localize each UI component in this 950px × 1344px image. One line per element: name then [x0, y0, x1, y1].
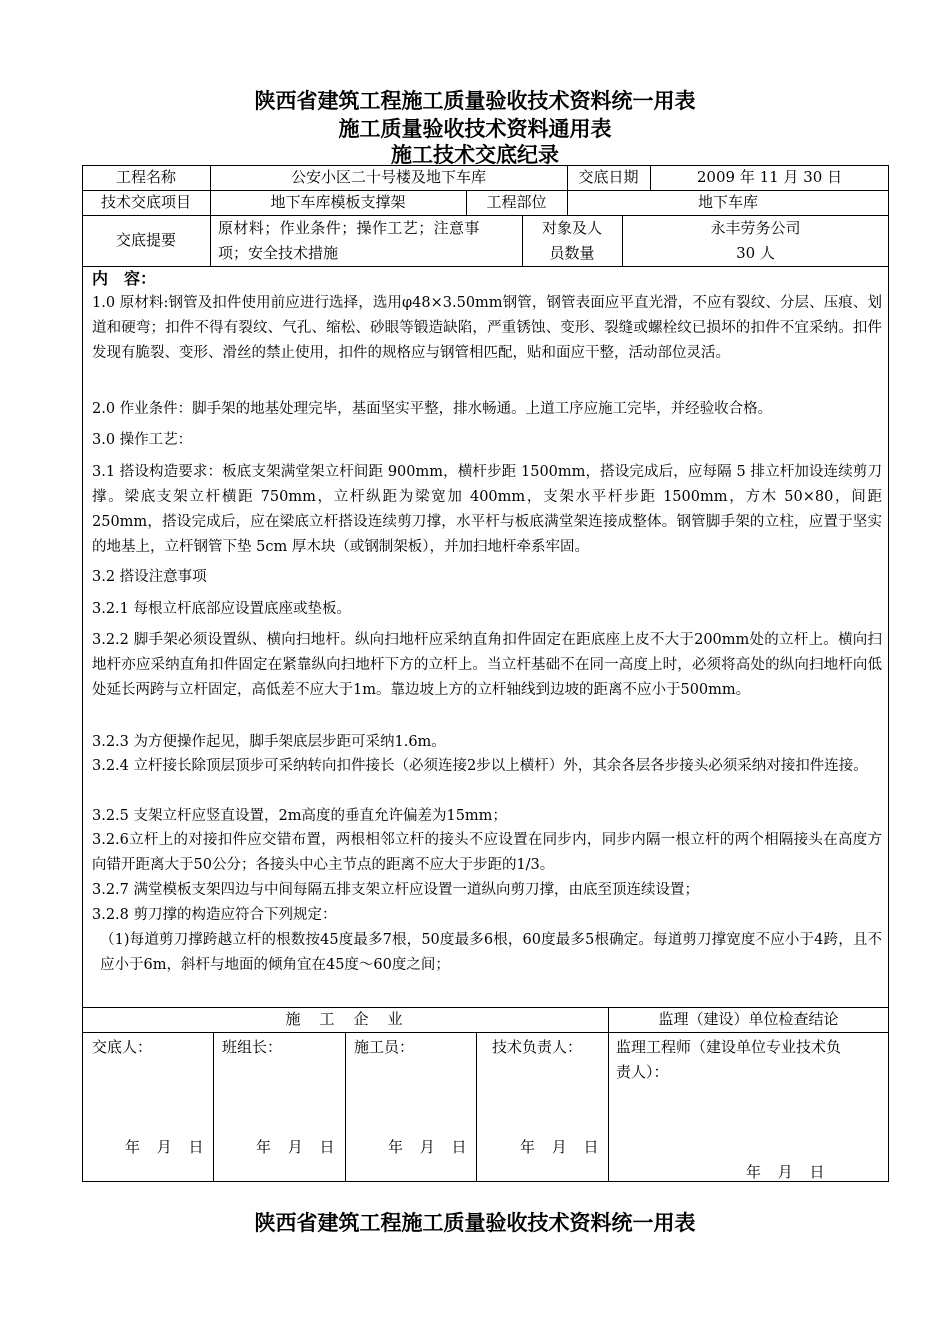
row-divider — [82, 215, 889, 216]
column-divider — [608, 1007, 609, 1182]
content-paragraph: 3.0 操作工艺： — [92, 432, 193, 448]
item-label: 技术交底项目 — [100, 193, 191, 211]
summary-line-2: 项；安全技术措施 — [218, 244, 339, 262]
supervision-header: 监理（建设）单位检查结论 — [658, 1010, 839, 1028]
constructor-label: 施工员： — [354, 1038, 415, 1056]
document-title: 陕西省建筑工程施工质量验收技术资料统一用表 — [254, 88, 696, 113]
content-paragraph: 3.2.5 支架立杆应竖直设置，2m高度的垂直允许偏差为15mm； — [92, 808, 507, 824]
content-paragraph: 2.0 作业条件：脚手架的地基处理完毕，基面坚实平整，排水畅通。上道工序应施工完毕，并经验收合格。 — [92, 401, 773, 417]
part-value: 地下车库 — [697, 193, 758, 211]
item-value: 地下车库模板支撑架 — [270, 193, 406, 211]
date-label: 交底日期 — [578, 168, 639, 186]
content-paragraph: 3.2 搭设注意事项 — [92, 569, 207, 585]
project-name-value: 公安小区二十号楼及地下车库 — [290, 168, 486, 186]
form-title: 施工技术交底纪录 — [391, 142, 559, 167]
content-paragraph: 3.2.1 每根立杆底部应设置底座或垫板。 — [92, 601, 352, 617]
summary-label: 交底提要 — [115, 231, 176, 249]
supervisor-label-line-1: 监理工程师（建设单位专业技术负 — [616, 1038, 842, 1056]
content-paragraph: 3.2.2 脚手架必须设置纵、横向扫地杆。纵向扫地杆应采纳直角扣件固定在距底座上皮不大于200mm处的立杆上。横向扫地杆亦应采纳直角扣件固定在紧靠纵向扫地杆下方的立杆上。当立杆基础不在同一高度上时，必须将高处的纵向扫地杆向低处延长两跨与立杆固定，高低差不应大于1m。靠边坡上方的立杆轴线到边坡的距离不应小于500mm。 — [92, 632, 882, 698]
summary-line-1: 原材料；作业条件；操作工艺；注意事 — [218, 219, 480, 237]
column-divider — [213, 1032, 214, 1182]
company-header: 施 工 企 业 — [285, 1010, 405, 1028]
sign-date: 年 月 日 — [125, 1138, 210, 1156]
target-company: 永丰劳务公司 — [710, 219, 801, 237]
sign-date: 年 月 日 — [256, 1138, 341, 1156]
content-paragraph: 3.1 搭设构造要求：板底支架满堂架立杆间距 900mm，横杆步距 1500mm，搭设完成后，应每隔 5 排立杆加设连续剪刀撑。梁底支架立杆横距 750mm，立杆纵距为梁宽加 400mm，支架水平杆步距 1500mm，方木 50×80，间距 250mm，搭设完成后，应在梁底立杆搭设连续剪刀撑，水平杆与板底满堂架连接成整体。钢管脚手架的立柱，应置于坚实的地基上，立杆钢管下垫 5cm 厚木块（或钢制架板），并加扫地杆牵系牢固。 — [92, 464, 882, 555]
supervisor-label-line-2: 责人）： — [616, 1063, 669, 1081]
content-paragraph: 1.0 原材料:钢管及扣件使用前应进行选择，选用φ48×3.50mm钢管，钢管表面应平直光滑，不应有裂纹、分层、压痕、划道和硬弯；扣件不得有裂纹、气孔、缩松、砂眼等锻造缺陷，严重锈蚀、变形、裂缝或螺栓纹已损坏的扣件不宜采纳。扣件发现有脆裂、变形、滑丝的禁止使用，扣件的规格应与钢管相匹配，贴和面应干整，活动部位灵活。 — [92, 295, 882, 361]
content-paragraph: （1)每道剪刀撑跨越立杆的根数按45度最多7根，50度最多6根，60度最多5根确定。每道剪刀撑宽度不应小于4跨，且不应小于6m，斜杆与地面的倾角宜在45度～60度之间； — [100, 932, 882, 973]
date-value: 2009 年 11 月 30 日 — [696, 168, 843, 186]
content-paragraph: 3.2.8 剪刀撑的构造应符合下列规定： — [92, 907, 337, 923]
team-leader-label: 班组长： — [222, 1038, 283, 1056]
target-count: 30 人 — [736, 244, 775, 262]
target-label-line-1: 对象及人 — [541, 219, 602, 237]
content-paragraph: 3.2.4 立杆接长除顶层顶步可采纳转向扣件接长（必须连接2步以上横杆）外，其余各层各步接头必须采纳对接扣件连接。 — [92, 758, 868, 774]
sign-date: 年 月 日 — [388, 1138, 473, 1156]
content-paragraph: 3.2.6立杆上的对接扣件应交错布置，两根相邻立杆的接头不应设置在同步内，同步内隔一根立杆的两个相隔接头在高度方向错开距离大于50公分；各接头中心主节点的距离不应大于步距的1/3。 — [92, 832, 882, 873]
project-name-label: 工程名称 — [115, 168, 176, 186]
content-heading: 内 容： — [92, 269, 157, 288]
tech-lead-label: 技术负责人： — [492, 1038, 583, 1056]
content-paragraph: 3.2.7 满堂模板支架四边与中间每隔五排支架立杆应设置一道纵向剪刀撑，由底至顶连续设置； — [92, 882, 699, 898]
next-page-title: 陕西省建筑工程施工质量验收技术资料统一用表 — [254, 1210, 696, 1235]
row-divider — [82, 1032, 889, 1033]
discloser-label: 交底人： — [92, 1038, 153, 1056]
row-divider — [82, 266, 889, 267]
target-label-line-2: 员数量 — [549, 244, 595, 262]
content-paragraph: 3.2.3 为方便操作起见，脚手架底层步距可采纳1.6m。 — [92, 734, 446, 750]
document-subtitle: 施工质量验收技术资料通用表 — [338, 116, 612, 141]
column-divider — [345, 1032, 346, 1182]
sign-date: 年 月 日 — [520, 1138, 605, 1156]
column-divider — [476, 1032, 477, 1182]
sign-date: 年 月 日 — [746, 1163, 831, 1181]
part-label: 工程部位 — [486, 193, 547, 211]
